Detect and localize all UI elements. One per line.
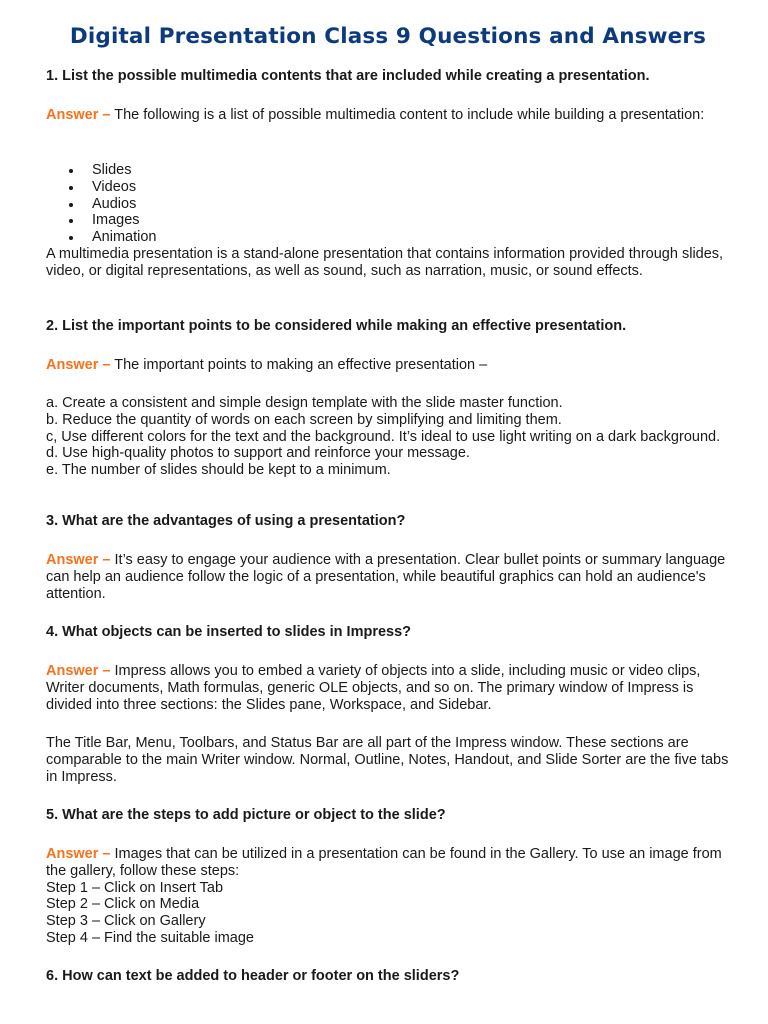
question-4 bbox=[46, 624, 730, 641]
answer-3 bbox=[46, 552, 730, 602]
question-1 bbox=[46, 68, 730, 85]
question-text: 1. List the possible multimedia contents that are included while creating a presentation. bbox=[46, 68, 650, 84]
answer-paragraph bbox=[46, 846, 730, 880]
answer-text: It’s easy to engage your audience with a presentation. Clear bullet points or summary language can help an audience follow the logic of a presentation, while beautiful graphics can hold an audience's attention. bbox=[46, 552, 726, 602]
answer-5 bbox=[46, 846, 730, 947]
body-paragraph: The Title Bar, Menu, Toolbars, and Status Bar are all part of the Impress window. These sections are comparable to the main Writer window. Normal, Outline, Notes, Handout, and Slide Sorter are the five tabs in Impress. bbox=[46, 735, 729, 785]
question-text: 2. List the important points to be considered while making an effective presentation. bbox=[46, 318, 627, 334]
step-item: Step 4 – Find the suitable image bbox=[46, 929, 254, 946]
list-item: Videos bbox=[46, 179, 730, 196]
bullet-list bbox=[46, 162, 730, 280]
answer-paragraph bbox=[46, 552, 730, 602]
list-item: Animation bbox=[46, 229, 730, 246]
answer-text: The following is a list of possible multimedia content to include while building a presentation: bbox=[114, 107, 705, 123]
answer-1 bbox=[46, 107, 730, 124]
list-item: Images bbox=[46, 212, 730, 229]
question-text: 3. What are the advantages of using a presentation? bbox=[46, 513, 406, 529]
answer-label: Answer – bbox=[46, 846, 111, 862]
list-item: b. Reduce the quantity of words on each screen by simplifying and limiting them. bbox=[46, 411, 562, 428]
list-item: a. Create a consistent and simple design template with the slide master function. bbox=[46, 395, 563, 411]
question-5 bbox=[46, 807, 730, 824]
answer-text: Impress allows you to embed a variety of objects into a slide, including music or video clips, Writer documents, Math formulas, generic OLE objects, and so on. The primary window of Impress is divided into three sections: the Slides pane, Workspace, and Sidebar. bbox=[46, 663, 701, 713]
question-2 bbox=[46, 318, 730, 335]
step-item: Step 3 – Click on Gallery bbox=[46, 913, 206, 930]
answer-paragraph bbox=[46, 663, 730, 713]
answer-text: Images that can be utilized in a presentation can be found in the Gallery. To use an image from the gallery, follow these steps: bbox=[46, 846, 722, 879]
answer-paragraph bbox=[46, 107, 730, 124]
answer-text: The important points to making an effective presentation – bbox=[114, 357, 488, 373]
list-item: c, Use different colors for the text and the background. It’s ideal to use light writing on a dark background. bbox=[46, 428, 721, 445]
points-list bbox=[46, 395, 730, 479]
body-paragraph: A multimedia presentation is a stand-alone presentation that contains information provided through slides, video, or digital representations, as well as sound, such as narration, music, or sound effects. bbox=[46, 245, 724, 279]
list-item: Slides bbox=[46, 162, 730, 179]
answer-paragraph bbox=[46, 357, 730, 374]
answer-4 bbox=[46, 663, 730, 713]
answer-label: Answer – bbox=[46, 552, 111, 568]
list-item: Audios bbox=[46, 196, 730, 213]
answer-label: Answer – bbox=[46, 663, 111, 679]
answer-2 bbox=[46, 357, 730, 374]
question-text: 4. What objects can be inserted to slides in Impress? bbox=[46, 624, 412, 640]
question-3 bbox=[46, 513, 730, 530]
question-text: 6. How can text be added to header or footer on the sliders? bbox=[46, 968, 460, 984]
answer-4-continued bbox=[46, 735, 730, 785]
question-6 bbox=[46, 968, 730, 985]
list-item: e. The number of slides should be kept to a minimum. bbox=[46, 462, 391, 479]
answer-label: Answer – bbox=[46, 107, 111, 123]
step-item: Step 2 – Click on Media bbox=[46, 896, 200, 913]
answer-label: Answer – bbox=[46, 357, 111, 373]
list-item: d. Use high-quality photos to support and reinforce your message. bbox=[46, 445, 470, 462]
step-item: Step 1 – Click on Insert Tab bbox=[46, 879, 224, 896]
page-title: Digital Presentation Class 9 Questions and Answers bbox=[69, 24, 707, 49]
question-text: 5. What are the steps to add picture or object to the slide? bbox=[46, 807, 446, 823]
